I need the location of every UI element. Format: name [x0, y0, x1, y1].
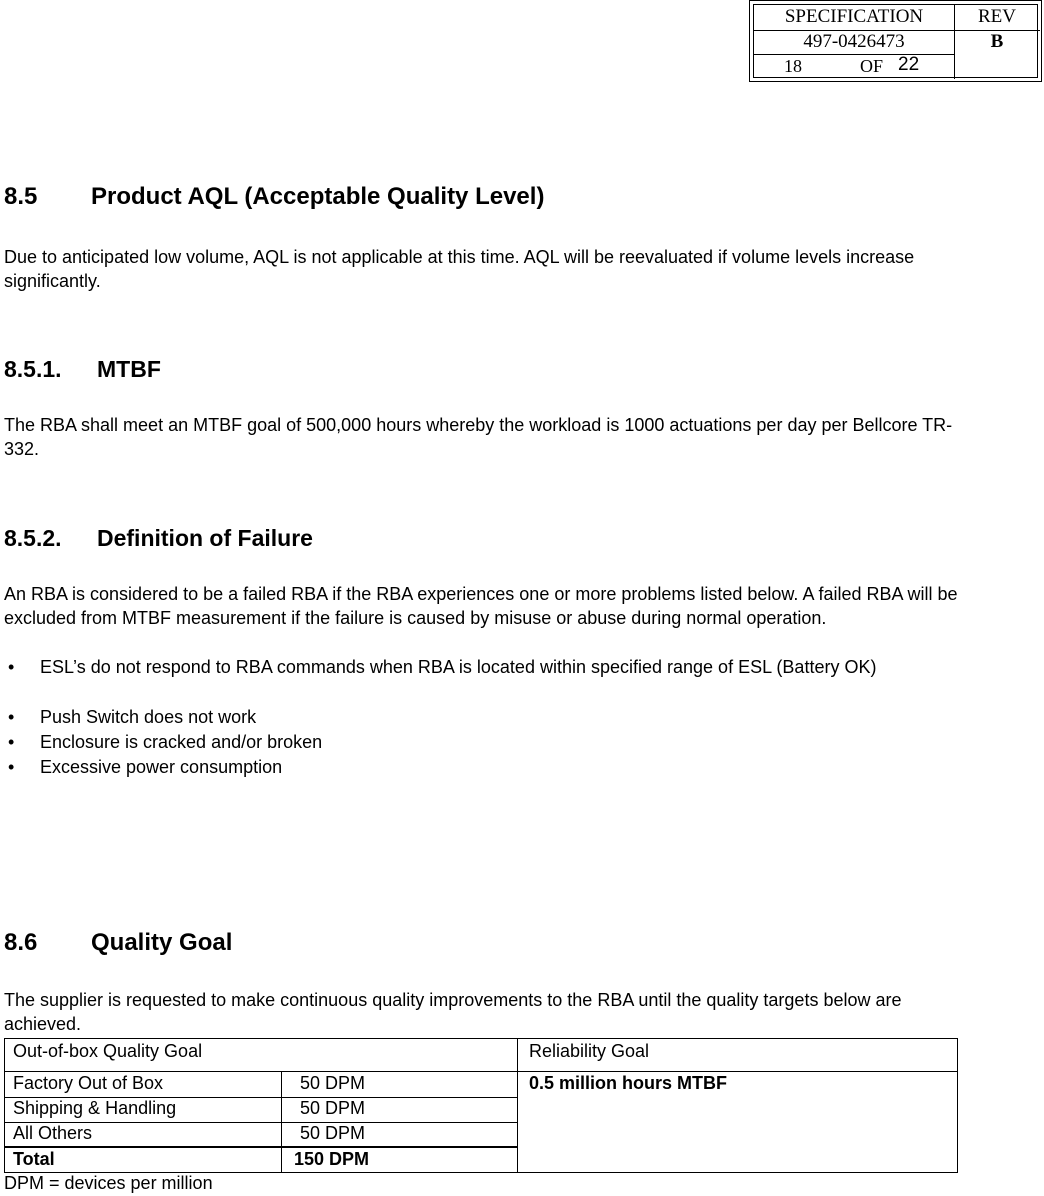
table-row-label: All Others: [13, 1123, 93, 1143]
bullet-icon: •: [8, 757, 15, 777]
page-current: 18: [784, 56, 802, 76]
table-total-value: 150 DPM: [294, 1149, 370, 1169]
table-row-label: Factory Out of Box: [13, 1073, 164, 1093]
section-8-5-1-number: 8.5.1.: [4, 356, 62, 382]
table-row-label: Shipping & Handling: [13, 1098, 177, 1118]
footnote: DPM = devices per million: [4, 1173, 213, 1193]
section-8-5-1-title: MTBF: [97, 356, 161, 382]
spec-number: 497-0426473: [803, 31, 905, 52]
quality-goal-table: [4, 1038, 958, 1173]
section-8-5-number: 8.5: [4, 183, 38, 210]
section-8-5-2-title: Definition of Failure: [97, 525, 313, 551]
section-8-5-2-body: An RBA is considered to be a failed RBA if the RBA experiences one or more problems listed below. A failed RBA will be excluded from MTBF measurement if the failure is caused by misuse or abuse during normal operation.: [4, 584, 958, 628]
table-row-value: 50 DPM: [300, 1073, 366, 1093]
rev-label: REV: [978, 6, 1016, 27]
bullet-icon: •: [8, 657, 15, 677]
bullet-item: [8, 730, 988, 755]
bullet-item: [8, 705, 988, 730]
spec-header-table: [753, 4, 1038, 78]
bullet-text: Excessive power consumption: [40, 757, 283, 777]
spec-label: SPECIFICATION: [784, 6, 924, 27]
bullet-icon: •: [8, 732, 15, 752]
section-8-6-body: The supplier is requested to make continuous quality improvements to the RBA until the quality targets below are achieved.: [4, 990, 902, 1034]
page-of-label: OF: [860, 56, 884, 76]
section-8-6-number: 8.6: [4, 929, 38, 956]
bullet-text: Push Switch does not work: [40, 707, 257, 727]
table-row-value: 50 DPM: [300, 1123, 366, 1143]
spec-header-box: [749, 0, 1042, 82]
bullet-icon: •: [8, 707, 15, 727]
section-8-5-2-number: 8.5.2.: [4, 525, 62, 551]
page-total: 22: [898, 54, 920, 75]
section-8-6-title: Quality Goal: [91, 929, 233, 956]
table-header-reliability: Reliability Goal: [529, 1041, 650, 1061]
bullet-item: [8, 755, 988, 780]
reliability-goal-value: 0.5 million hours MTBF: [529, 1073, 728, 1093]
bullet-text: Enclosure is cracked and/or broken: [40, 732, 323, 752]
table-row-value: 50 DPM: [300, 1098, 366, 1118]
bullet-item: [8, 655, 988, 705]
section-8-5-body: Due to anticipated low volume, AQL is not applicable at this time. AQL will be reevaluated if volume levels increase significantly.: [4, 247, 915, 291]
bullet-text: ESL’s do not respond to RBA commands when RBA is located within specified range of ESL (Battery OK): [40, 657, 877, 677]
rev-value: B: [990, 31, 1004, 52]
table-header-out-of-box: Out-of-box Quality Goal: [13, 1041, 203, 1061]
table-total-label: Total: [13, 1149, 55, 1169]
section-8-5-title: Product AQL (Acceptable Quality Level): [91, 183, 545, 210]
section-8-5-1-body: The RBA shall meet an MTBF goal of 500,000 hours whereby the workload is 1000 actuations per day per Bellcore TR-332.: [4, 415, 953, 459]
